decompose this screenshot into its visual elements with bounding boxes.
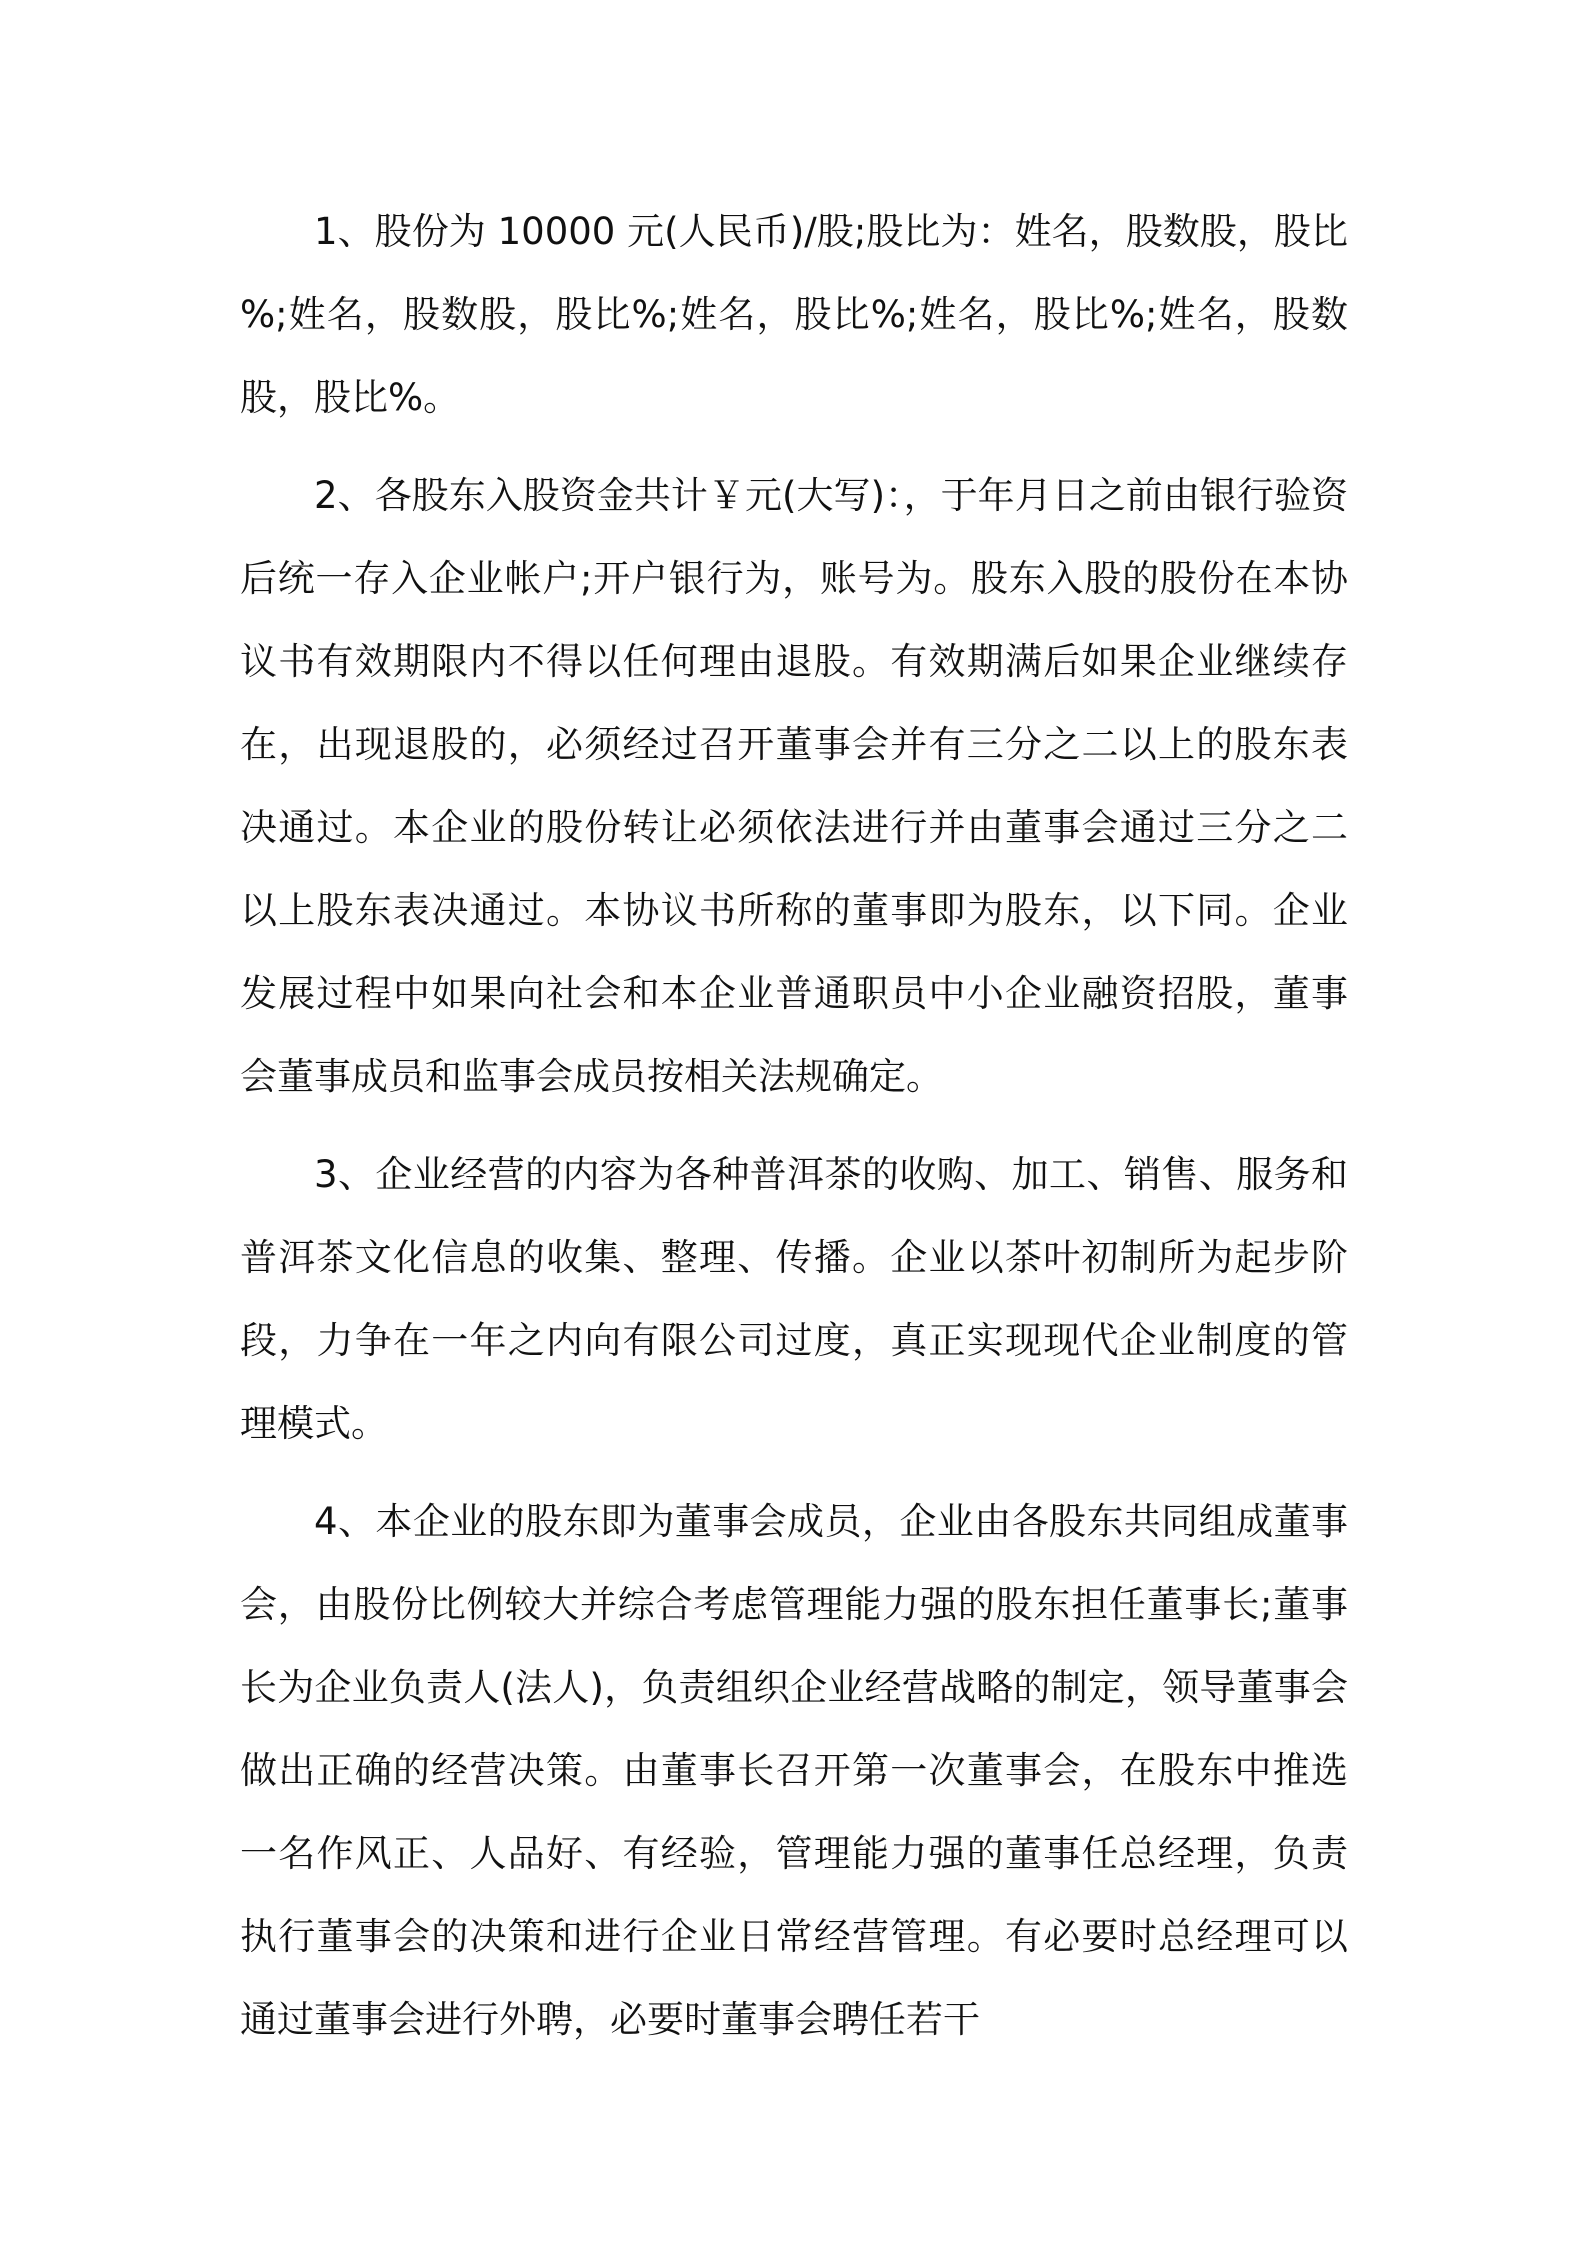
paragraph-4-board: 4、本企业的股东即为董事会成员，企业由各股东共同组成董事会，由股份比例较大并综合考虑管理能力强的股东担任董事长;董事长为企业负责人(法人)，负责组织企业经营战略的制定，领导董事会做出正确的经营决策。由董事长召开第一次董事会，在股东中推选一名作风正、人品好、有经验，管理能力强的董事任总经理，负责执行董事会的决策和进行企业日常经营管理。有必要时总经理可以通过董事会进行外聘，必要时董事会聘任若干 [240, 1500, 1348, 2041]
document-body [240, 190, 1348, 2076]
paragraph-2-capital: 2、各股东入股资金共计￥元(大写)：，于年月日之前由银行验资后统一存入企业帐户;开户银行为，账号为。股东入股的股份在本协议书有效期限内不得以任何理由退股。有效期满后如果企业继续存在，出现退股的，必须经过召开董事会并有三分之二以上的股东表决通过。本企业的股份转让必须依法进行并由董事会通过三分之二以上股东表决通过。本协议书所称的董事即为股东，以下同。企业发展过程中如果向社会和本企业普通职员中小企业融资招股，董事会董事成员和监事会成员按相关法规确定。 [240, 474, 1348, 1098]
paragraph-1-shares: 1、股份为 10000 元(人民币)/股;股比为：姓名，股数股，股比%;姓名，股数股，股比%;姓名，股比%;姓名，股比%;姓名，股数股，股比%。 [240, 210, 1348, 419]
paragraph-3-business-scope: 3、企业经营的内容为各种普洱茶的收购、加工、销售、服务和普洱茶文化信息的收集、整理、传播。企业以茶叶初制所为起步阶段，力争在一年之内向有限公司过度，真正实现现代企业制度的管理模式。 [240, 1153, 1348, 1445]
